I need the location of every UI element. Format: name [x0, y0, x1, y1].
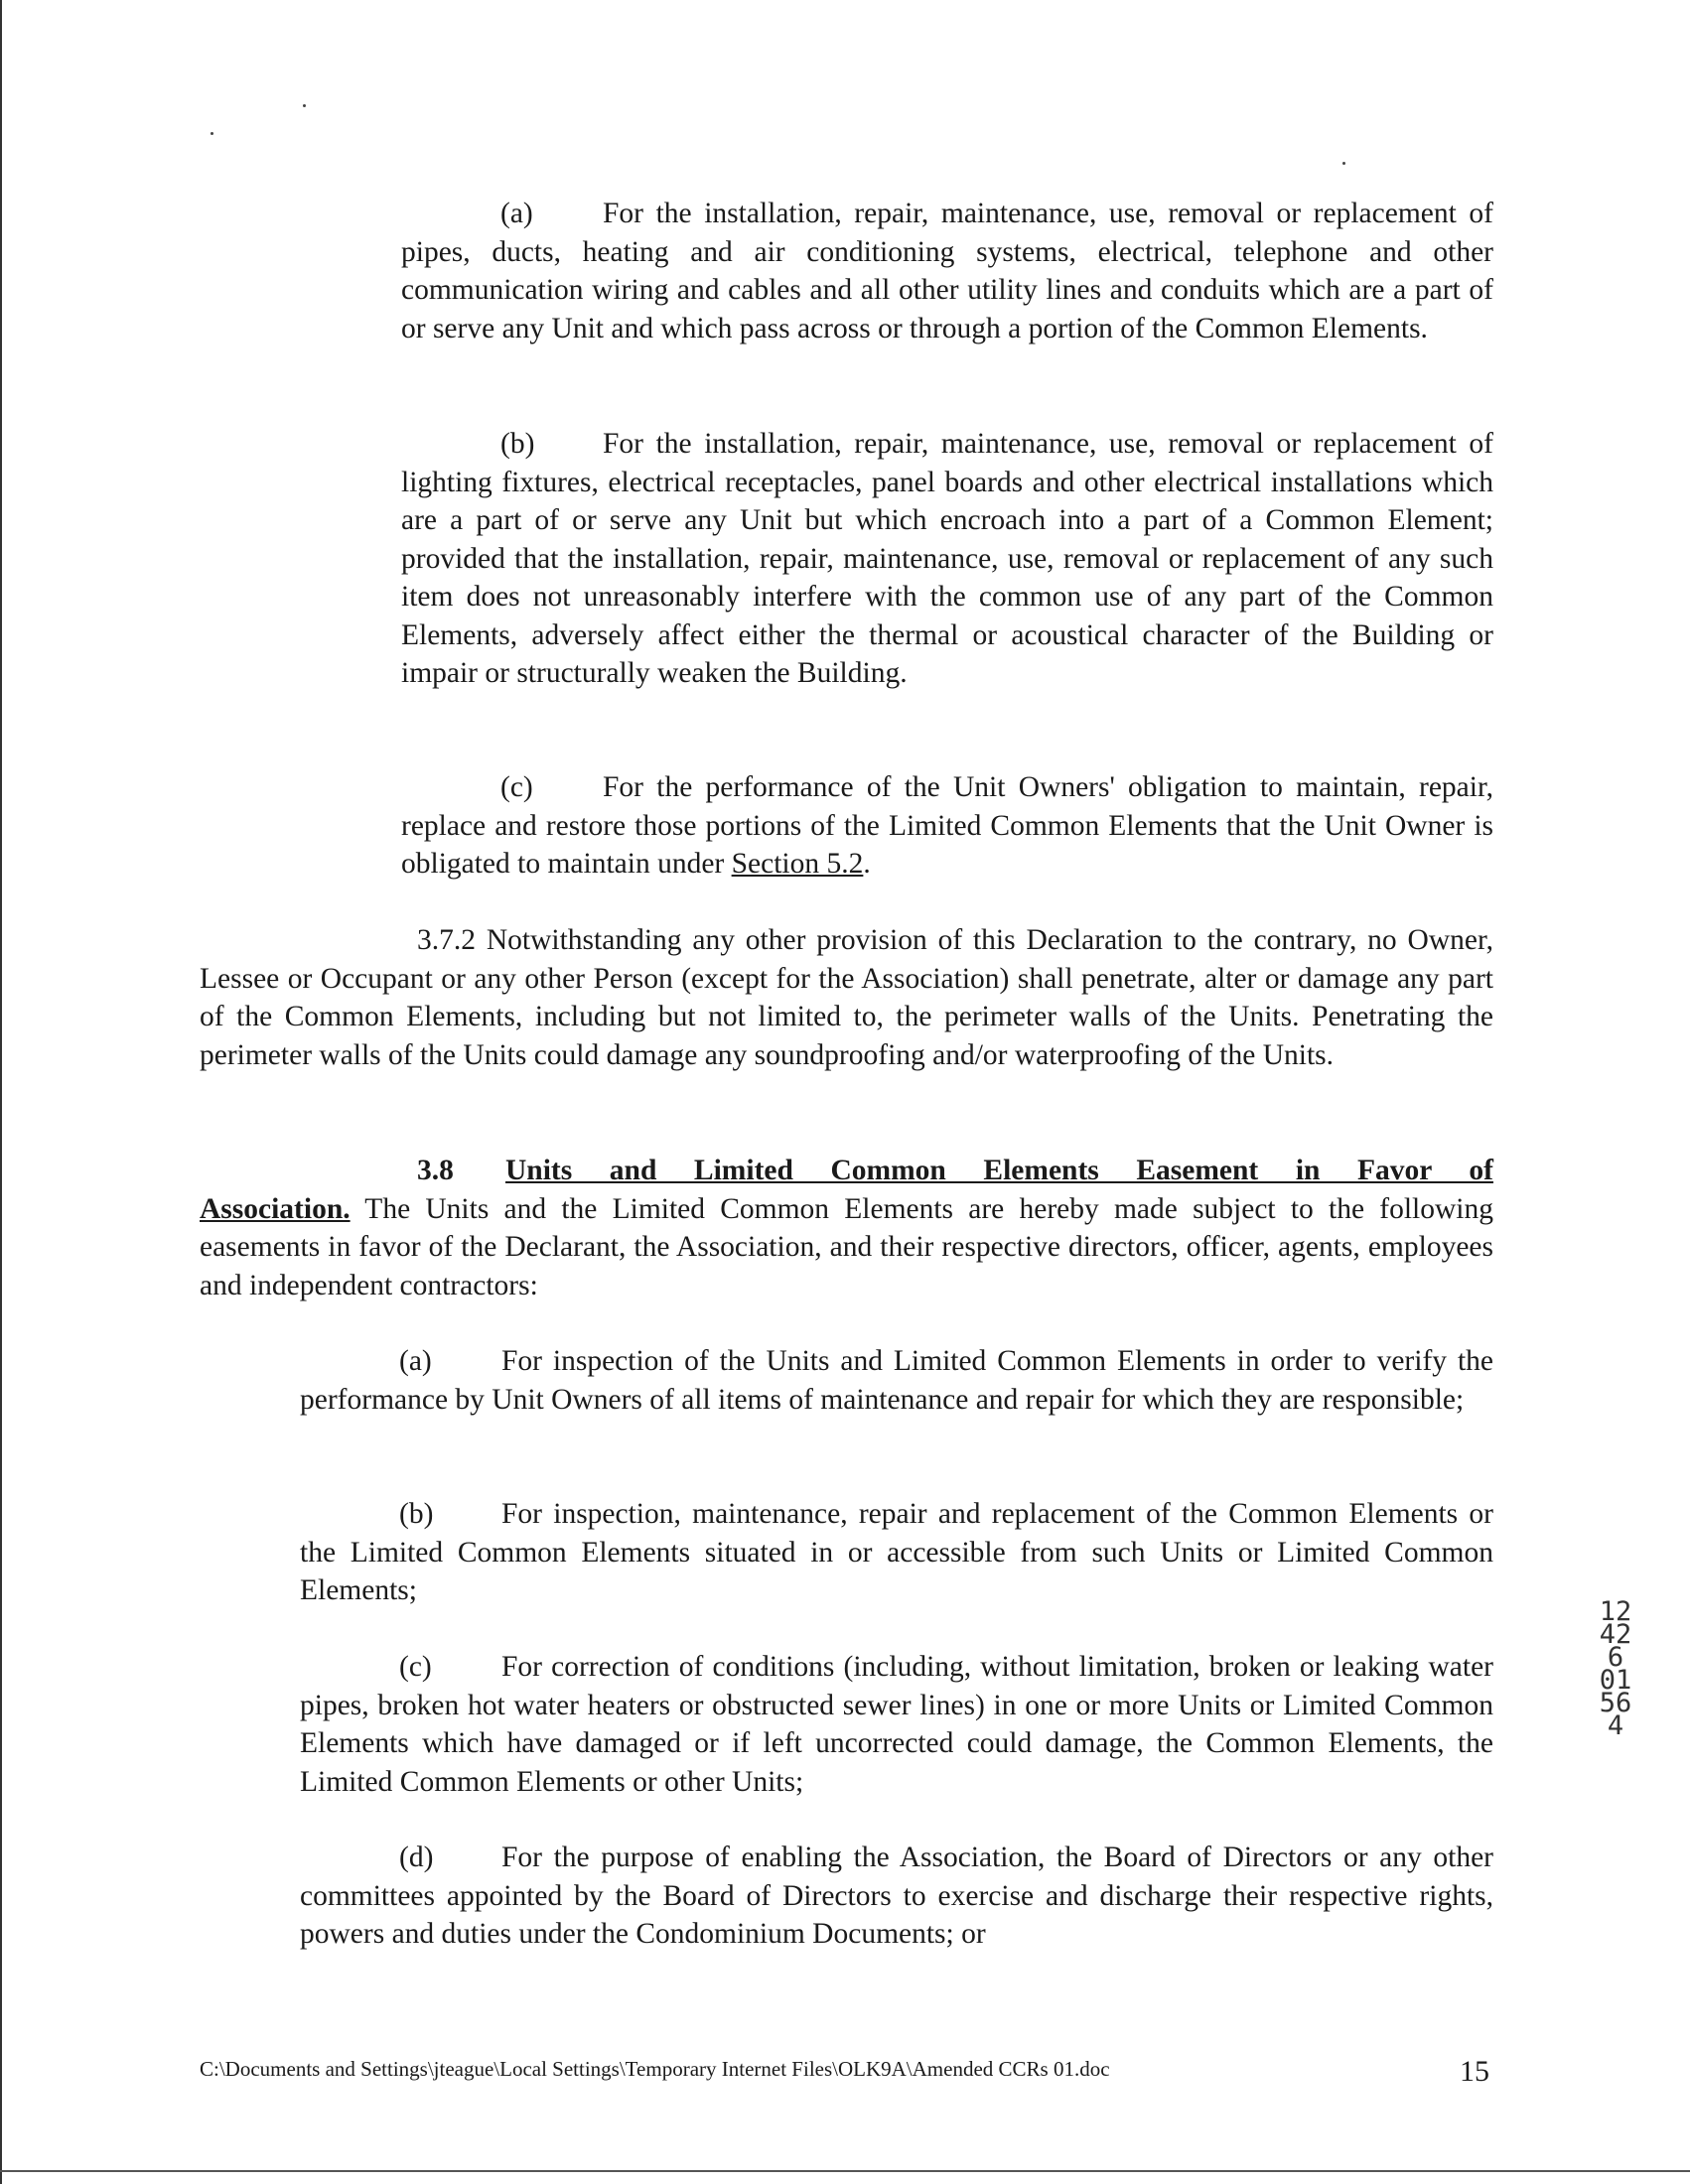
paragraph-c-end: . [863, 848, 871, 880]
section-5-2-reference: Section 5.2 [731, 848, 864, 880]
footer-file-path: C:\Documents and Settings\jteague\Local Settings\Temporary Internet Files\OLK9A\Amended CCRs 01.doc [200, 2057, 1110, 2081]
paragraph-b-label: (b) [500, 428, 535, 460]
easement-item-d-label: (d) [399, 1842, 434, 1873]
scan-left-edge [0, 0, 2, 2184]
paragraph-b [401, 425, 1493, 693]
paragraph-c [401, 768, 1493, 884]
paragraph-a [401, 195, 1493, 347]
page-number: 15 [1460, 2055, 1489, 2088]
scan-speck [303, 104, 306, 107]
easement-item-b-text: For inspection, maintenance, repair and replacement of the Common Elements or the Limited Common Elements situated in or accessible from such Units or Limited Common Elements; [300, 1498, 1493, 1606]
section-3-8-text: The Units and the Limited Common Elements are hereby made subject to the following easements in favor of the Declarant, the Association, and their respective directors, officer, agents, employees and independent contractors: [200, 1192, 1493, 1301]
paragraph-3-7-2-text: 3.7.2 Notwithstanding any other provision of this Declaration to the contrary, no Owner, Lessee or Occupant or any other Person (except for the Association) shall penetrate, alter or damage any part of the Common Elements, including but not limited to, the perimeter walls of the Units. Penetrating the perimeter walls of the Units could damage any soundproofing and/or waterproofing of the Units. [200, 924, 1493, 1071]
easement-item-a-text: For inspection of the Units and Limited Common Elements in order to verify the performance by Unit Owners of all items of maintenance and repair for which they are responsible; [300, 1345, 1493, 1416]
easement-item-d [300, 1839, 1493, 1954]
easement-item-b [300, 1495, 1493, 1610]
paragraph-a-label: (a) [500, 198, 533, 229]
paragraph-c-text: For the performance of the Unit Owners' obligation to maintain, repair, replace and restore those portions of the Limited Common Elements that the Unit Owner is obligated to maintain under [401, 771, 1493, 880]
easement-item-a [300, 1342, 1493, 1419]
paragraph-3-7-2 [200, 921, 1493, 1074]
easement-item-d-text: For the purpose of enabling the Association, the Board of Directors or any other committees appointed by the Board of Directors to exercise and discharge their respective rights, powers and duties under the Condominium Documents; or [300, 1842, 1493, 1950]
easement-item-b-label: (b) [399, 1498, 434, 1530]
easement-item-c-label: (c) [399, 1651, 432, 1683]
scan-speck [211, 132, 213, 135]
recording-stamp: 12426 01564 [1599, 1596, 1632, 1741]
section-3-8-heading: Units and Limited Common Elements Easement in Favor of Association. [200, 1155, 1493, 1225]
paragraph-b-text: For the installation, repair, maintenance, use, removal or replacement of lighting fixtures, electrical receptacles, panel boards and other electrical installations which are a part of or serve any Unit but which encroach into a part of a Common Element; provided that the installation, repair, maintenance, use, removal or replacement of any such item does not unreasonably interfere with the common use of any part of the Common Elements, adversely affect either the thermal or acoustical character of the Building or impair or structurally weaken the Building. [401, 428, 1493, 689]
easement-item-c [300, 1648, 1493, 1801]
easement-item-a-label: (a) [399, 1345, 432, 1377]
paragraph-a-text: For the installation, repair, maintenance, use, removal or replacement of pipes, ducts, heating and air conditioning systems, electrical, telephone and other communication wiring and cables and all other utility lines and conduits which are a part of or serve any Unit and which pass across or through a portion of the Common Elements. [401, 198, 1493, 344]
section-3-8-number: 3.8 [417, 1155, 454, 1186]
scan-bottom-edge [0, 2170, 1690, 2172]
easement-item-c-text: For correction of conditions (including, without limitation, broken or leaking water pipes, broken hot water heaters or obstructed sewer lines) in one or more Units or Limited Common Elements which have damaged or if left uncorrected could damage, the Common Elements, the Limited Common Elements or other Units; [300, 1651, 1493, 1798]
scan-speck [1342, 162, 1345, 165]
paragraph-c-label: (c) [500, 771, 533, 803]
section-3-8 [200, 1152, 1493, 1304]
